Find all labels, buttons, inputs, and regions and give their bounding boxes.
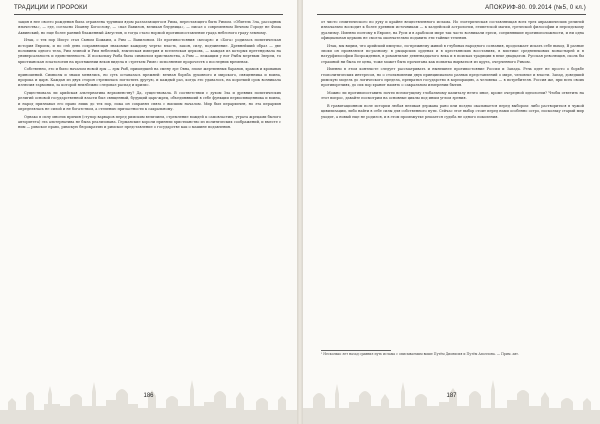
page-number-left: 186 xyxy=(143,393,154,399)
paragraph: Однако в силу многих причин (ступор варваров перед римским величием, стремление вождей к самовластию, утрата жрецами былого авторитета) эта альтернатива не была реализована. Германские короли приняли христианство из политических соображений, и вместе с ним — римское право, римскую бюрократию и римское представление о государстве как о машине подавления. xyxy=(18,114,281,130)
header-title: АПОКРИФ-80. 09.2014 (№5, 0 кл.) xyxy=(485,5,586,11)
page-number-right: 187 xyxy=(446,393,457,399)
paragraph: Именно в этом контексте следует рассматривать и нынешнее противостояние России и Запада. Речь идет не просто о борьбе геополитических интересов, но о столкновении двух принципиально разных представлений о мире, человеке и власти. Запад, доведший римскую модель до логического предела, превратил государство в корпорацию, а человека — в потребителя. Россия же, при всех своих противоречиях, до сих пор хранит память о сакральном измерении бытия. xyxy=(321,67,584,88)
paragraph: Можно ли противопоставить почти всемогущему глобальному капиталу нечто иное, кроме очередной идеологии? Чтобы ответить на этот вопрос, давайте посмотрим на основные циклы под иным углом зрения. xyxy=(321,90,584,101)
paragraph: В гравитационном поле истории любая великая держава рано или поздно оказывается перед выбором: либо раствориться в чужой цивилизации, либо найти в себе силы для собственного пути. Сейчас этот выбор стоит перед нами особенно остро, поскольку старый мир уходит, а новый еще не родился, и в этом промежутке решается судьба не одного поколения. xyxy=(321,103,584,119)
right-page xyxy=(303,0,600,424)
left-page xyxy=(0,0,297,424)
footnote: ¹ Несколько лет назад сравнил путь ислама с описываемым выше Путём Дионисия и Путём Аполлона. — Прим. авт. xyxy=(321,352,519,356)
book-gutter xyxy=(297,0,303,424)
paragraph: зация в нее своего рождения была отравлена трупным ядом разлагающегося Рима, перестающего быть Римом. «Обитель Зла, рассадник язычества», — где, согласно Иоанну Богослову, — «пал Вавилон, великая блудница», — писал о современном Вечном Городе не Фома Аквинский, но еще более ранний блаженный Августин, и тогда стало нормой противопоставление града небесного граду земному. xyxy=(18,20,281,35)
city-skyline-decoration xyxy=(0,376,297,424)
footnote-rule xyxy=(321,350,391,351)
header-title: ТРАДИЦИИ И ПРОРОКИ xyxy=(14,5,88,11)
paragraph: от чисто семитического по духу и крайне веществленного ислама. Но эзотерическая составляющая всех трех авраамических религий изначально восходит к более древним источникам — к халдейской астрологии, египетской магии, греческой философии и персидскому дуализму. Именно поэтому в Европе, на Руси и в арабском мире так часто возникали ереси, соединявшие противоположности, и ни одна официальная церковь не смогла окончательно подавить эти тайные течения. xyxy=(321,20,584,41)
paragraph: Существовала ли арийская альтернатива верховенству? Да, существовала. В соответствии с духом Зла и древних политических религий основой государственной власти был священный, будущий царь-жрец, объединявший в себе функции первосвященника и воина, и народ признавал его право лишь до тех пор, пока он сохранял связь с высшим началом. Мир был иерархичен, но эта иерархия определялась не силой и не богатством, а степенью причастности к сакральному. xyxy=(18,90,281,112)
paragraph: Итак, мы видим, что арийский импульс, по-прежнему живой в глубинах народного сознания, продолжает искать себе выход. В разные эпохи он проявлялся по-разному: в рыцарских орденах и в крестьянских восстаниях, в мистике средневековых монастырей и в натурфилософии Возрождения, в романтизме девятнадцатого века и в поисках традиции в веке двадцатом. Русская революция, сколь бы страшной ни была ее цена, тоже может быть прочитана как попытка вырваться из круга, очерченного Римом. xyxy=(321,43,584,64)
running-header-right xyxy=(317,3,586,15)
paragraph: Собственно, это и было началом новой эры — эры Рыб, пришедшей на смену эре Овна, эпохе жертвенных баранов, храмов и кровавых приношений. Символы и знаки менялись, но суть оставалась прежней: вечная борьба духовного и мирского, священника и воина, пророка и царя. Каждая из двух сторон стремилась поглотить другую, и каждый раз, когда это удавалось, на короткий срок возникала иллюзия гармонии, за которой неизбежно следовал распад и кризис. xyxy=(18,67,281,88)
paragraph: Итак, с тех пор Иисус стал Сыном Божьим, а Рим — Вавилоном. Из противостояния «кесаря» и «Бога» родилась политическая история Европы, и по сей день сохраняющая знакомые каждому черты: власть, закон, силу, подчинение. Древнейший образ — две половины одного тела, Рим земной и Рим небесный, языческая империя и вселенская церковь, — каждая из которых претендовала на универсальность и единственность. И поскольку Рыба была символом христианства, а Рим — лежащим у ног Рыбы мертвым Зверем, то христианская эсхатология на протяжении веков видела в «третьем Риме» исполнение пророчеств о последних временах. xyxy=(18,38,281,64)
right-page-text xyxy=(321,20,584,122)
running-header-left xyxy=(14,3,283,15)
city-skyline-decoration xyxy=(303,376,600,424)
left-page-text xyxy=(18,20,281,133)
